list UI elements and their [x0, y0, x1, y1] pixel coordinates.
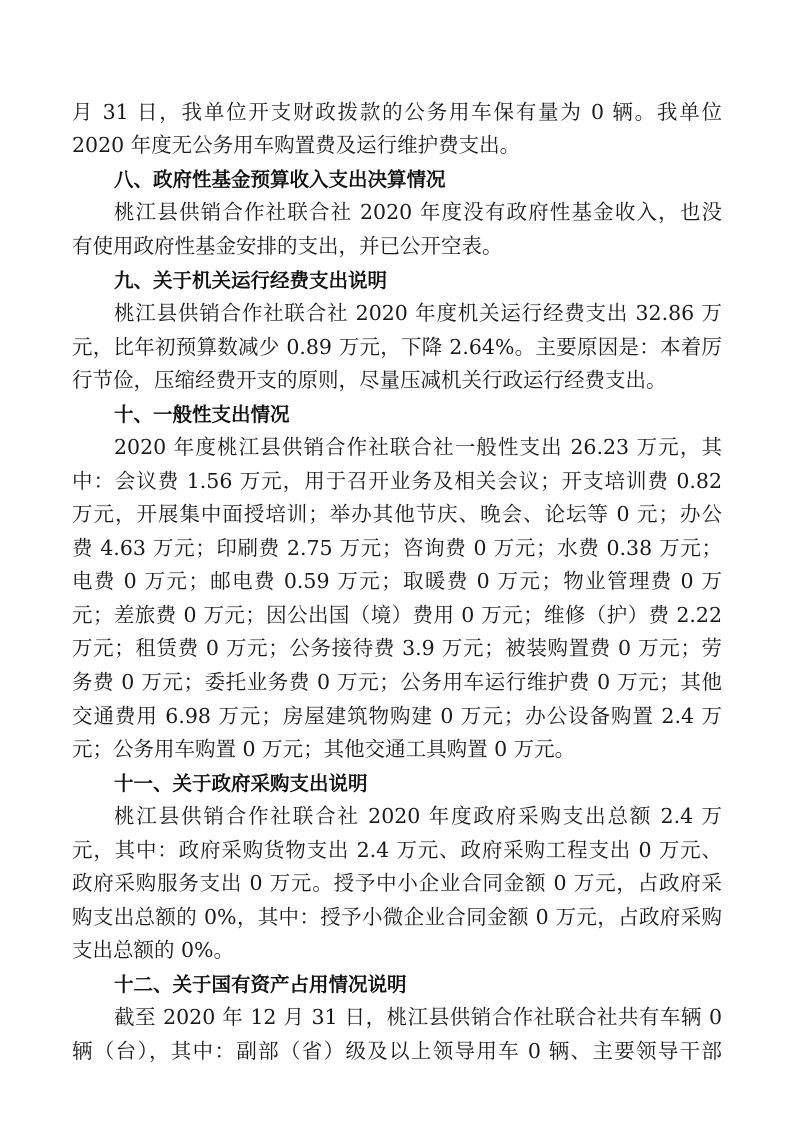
paragraph-line: 元，比年初预算数减少 0.89 万元，下降 2.64%。主要原因是：本着厉: [72, 335, 722, 359]
paragraph-line: 元，其中：政府采购货物支出 2.4 万元、政府采购工程支出 0 万元、: [72, 838, 722, 862]
paragraph-line: 交通费用 6.98 万元；房屋建筑物购建 0 万元；办公设备购置 2.4 万: [72, 704, 722, 728]
paragraph-line: 元；差旅费 0 万元；因公出国（境）费用 0 万元；维修（护）费 2.22: [72, 603, 722, 627]
section-heading-12: 十二、关于国有资产占用情况说明: [114, 973, 407, 996]
paragraph-line: 辆（台），其中：副部（省）级及以上领导用车 0 辆、主要领导干部: [72, 1039, 722, 1063]
paragraph-line: 电费 0 万元；邮电费 0.59 万元；取暖费 0 万元；物业管理费 0 万: [72, 569, 722, 593]
section-heading-8: 八、政府性基金预算收入支出决算情况: [114, 168, 446, 191]
paragraph-line: 政府采购服务支出 0 万元。授予中小企业合同金额 0 万元，占政府采: [72, 871, 722, 895]
section-heading-11: 十一、关于政府采购支出说明: [114, 772, 368, 795]
paragraph-line: 元；公务用车购置 0 万元；其他交通工具购置 0 万元。: [72, 737, 576, 761]
section-heading-10: 十、一般性支出情况: [114, 403, 290, 426]
paragraph-line: 购支出总额的 0%，其中：授予小微企业合同金额 0 万元，占政府采购: [72, 905, 722, 929]
paragraph-line: 务费 0 万元；委托业务费 0 万元；公务用车运行维护费 0 万元；其他: [72, 670, 722, 694]
paragraph-line: 2020 年度桃江县供销合作社联合社一般性支出 26.23 万元，其: [114, 435, 722, 459]
paragraph-line: 有使用政府性基金安排的支出，并已公开空表。: [72, 234, 503, 258]
paragraph-line: 支出总额的 0%。: [72, 938, 235, 962]
paragraph-line: 中：会议费 1.56 万元，用于召开业务及相关会议；开支培训费 0.82: [72, 469, 722, 493]
paragraph-line: 行节俭，压缩经费开支的原则，尽量压减机关行政运行经费支出。: [72, 368, 667, 392]
paragraph-line: 费 4.63 万元；印刷费 2.75 万元；咨询费 0 万元；水费 0.38 万元；: [72, 536, 722, 560]
paragraph-line: 桃江县供销合作社联合社 2020 年度机关运行经费支出 32.86 万: [114, 301, 722, 325]
paragraph-line: 桃江县供销合作社联合社 2020 年度没有政府性基金收入，也没: [114, 200, 722, 224]
paragraph-line: 桃江县供销合作社联合社 2020 年度政府采购支出总额 2.4 万: [114, 804, 722, 828]
paragraph-line: 万元，开展集中面授培训；举办其他节庆、晚会、论坛等 0 元；办公: [72, 502, 722, 526]
paragraph-line: 月 31 日，我单位开支财政拨款的公务用车保有量为 0 辆。我单位: [72, 100, 722, 124]
section-heading-9: 九、关于机关运行经费支出说明: [114, 269, 388, 292]
paragraph-line: 截至 2020 年 12 月 31 日，桃江县供销合作社联合社共有车辆 0: [114, 1005, 722, 1029]
paragraph-line: 万元；租赁费 0 万元；公务接待费 3.9 万元；被装购置费 0 万元；劳: [72, 636, 722, 660]
paragraph-line: 2020 年度无公务用车购置费及运行维护费支出。: [72, 133, 521, 157]
